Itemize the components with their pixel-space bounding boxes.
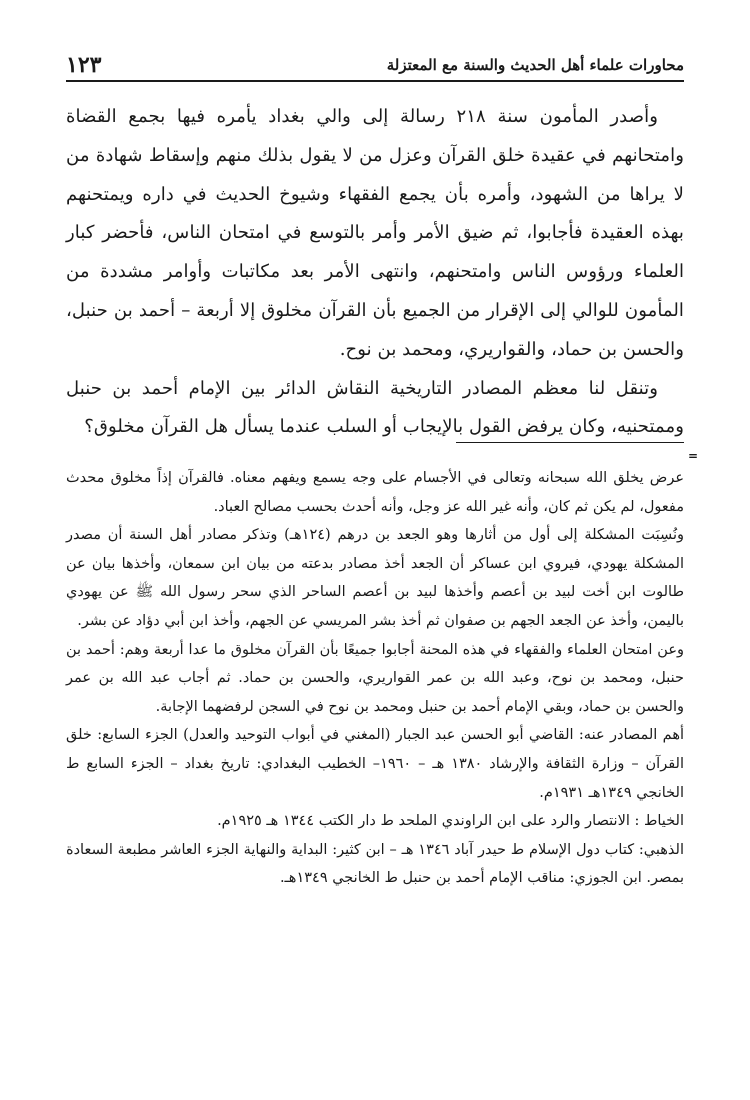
header-rule bbox=[66, 80, 684, 82]
footnote-paragraph: عرض يخلق الله سبحانه وتعالى في الأجسام على وجه يسمع ويفهم معناه. فالقرآن إذاً مخلوق محدث مفعول، لم يكن ثم كان، وأنه غير الله عز وجل، وأنه أحدث بحسب مصالح العباد. bbox=[66, 470, 684, 515]
body-paragraph: وأصدر المأمون سنة ٢١٨ رسالة إلى والي بغداد يأمره فيها بجمع القضاة وامتحانهم في عقيدة خلق القرآن وعزل من لا يقول بذلك منهم وإسقاط شهادة من لا يراها من الشهود، وأمره بأن يجمع الفقهاء وشيوخ الحديث في داره ويمتحنهم بهذه العقيدة فأجابوا، ثم ضيق الأمر وأمر بالتوسع في امتحان الناس، فأحضر كبار العلماء ورؤوس الناس وامتحنهم، وانتهى الأمر بعد مكاتبات وأوامر مشددة من المأمون للوالي إلى الإقرار من الجميع بأن القرآن مخلوق إلا أربعة – أحمد بن حنبل، والحسن بن حماد، والقواريري، ومحمد بن نوح. bbox=[66, 106, 684, 360]
footnote-continuation-mark: = bbox=[688, 449, 699, 463]
footnote-paragraph: الذهبي: كتاب دول الإسلام ط حيدر آباد ١٣٤٦ هـ – ابن كثير: البداية والنهاية الجزء العاشر مطبعة السعادة بمصر. ابن الجوزي: مناقب الإمام أحمد بن حنبل ط الخانجي ١٣٤٩هـ. bbox=[66, 841, 684, 887]
running-header bbox=[66, 52, 684, 80]
footnote-paragraph: الخياط : الانتصار والرد على ابن الراوندي الملحد ط دار الكتب ١٣٤٤ هـ ١٩٢٥م. bbox=[217, 813, 684, 830]
page-number: ١٢٣ bbox=[66, 52, 102, 78]
header-title: محاورات علماء أهل الحديث والسنة مع المعتزلة bbox=[386, 56, 684, 74]
footnote-separator bbox=[456, 442, 684, 443]
footnotes bbox=[66, 464, 684, 893]
footnote-paragraph: أهم المصادر عنه: القاضي أبو الحسن عبد الجبار (المغني في أبواب التوحيد والعدل) الجزء السابع: خلق القرآن – وزارة الثقافة والإرشاد ١٣٨٠ هـ – ١٩٦٠– الخطيب البغدادي: تاريخ بغداد – الجزء السابع ط الخانجي ١٣٤٩هـ ١٩٣١م. bbox=[66, 727, 684, 801]
body-paragraph: وتنقل لنا معظم المصادر التاريخية النقاش الدائر بين الإمام أحمد بن حنبل وممتحنيه، وكان يرفض القول بالإيجاب أو السلب عندما يسأل هل القرآن مخلوق؟ bbox=[66, 377, 684, 438]
footnote-paragraph: ونُسِبَت المشكلة إلى أول من أثارها وهو الجعد بن درهم (١٢٤هـ) وتذكر مصادر أهل السنة أن مصدر المشكلة يهودي، فيروي ابن عساكر أن الجعد أخذ مصادر بدعته من بيان ابن سمعان، وأخذها بيان عن طالوت ابن أخت لبيد بن أعصم وأخذها لبيد بن أعصم الساحر الذي سحر رسول الله ﷺ عن يهودي باليمن، وأخذ عن الجعد الجهم بن صفوان ثم أخذ بشر المريسي عن الجهم، وأخذ ابن أبي دؤاد عن بشر. bbox=[66, 527, 685, 629]
main-text bbox=[66, 98, 684, 447]
footnote-paragraph: وعن امتحان العلماء والفقهاء في هذه المحنة أجابوا جميعًا بأن القرآن مخلوق ما عدا أربعة وهم: أحمد بن حنبل، ومحمد بن نوح، وعبد الله بن عمر القواريري، والحسن بن حماد. ثم أجاب عبد الله بن عمر والحسن بن حماد، وبقي الإمام أحمد بن حنبل ومحمد بن نوح في السجن لرفضهما الإجابة. bbox=[66, 641, 684, 715]
